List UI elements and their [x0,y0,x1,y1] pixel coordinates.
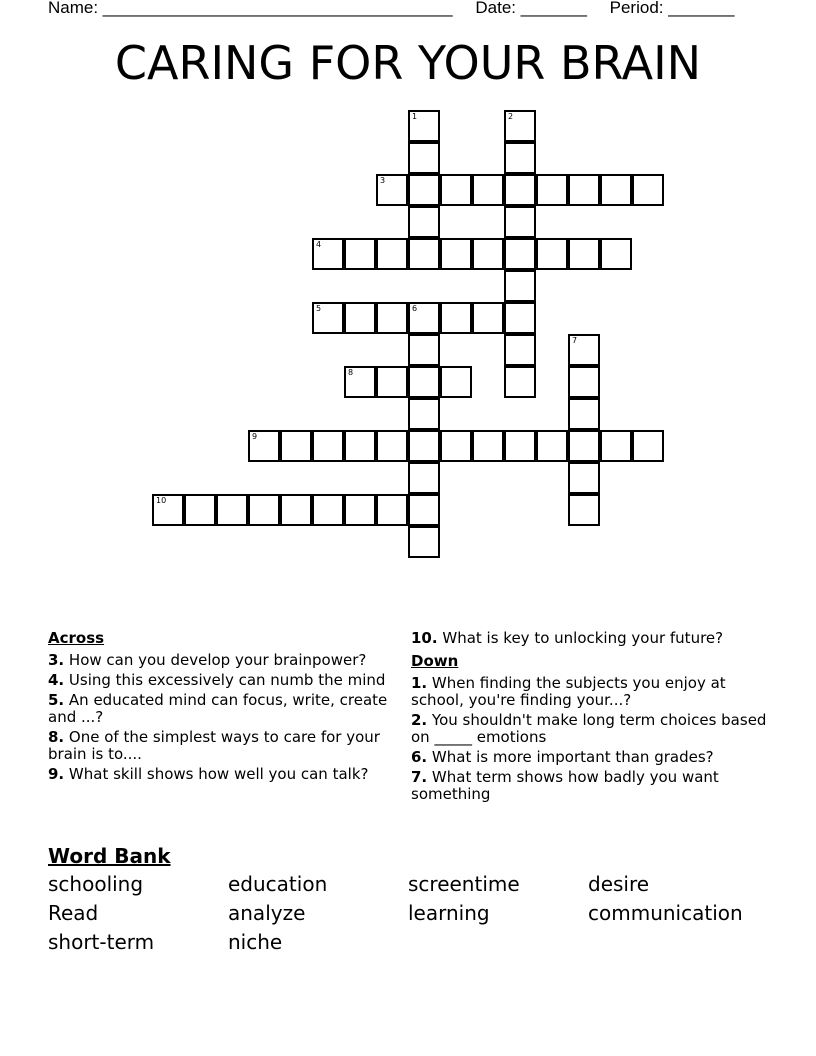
crossword-cell[interactable] [440,302,472,334]
crossword-cell[interactable] [504,206,536,238]
clue-across-3: 3. How can you develop your brainpower? [48,651,367,669]
crossword-cell[interactable] [568,462,600,494]
crossword-cell[interactable] [408,302,440,334]
clue-number: 3 [380,176,386,185]
crossword-cell[interactable] [600,238,632,270]
crossword-cell[interactable] [408,526,440,558]
crossword-cell[interactable] [600,174,632,206]
word-bank-word: Read [48,901,99,925]
word-bank-word: short-term [48,930,155,954]
crossword-cell[interactable] [568,238,600,270]
date-field-label[interactable]: Date: _______ [475,0,587,17]
crossword-cell[interactable] [408,366,440,398]
word-bank-title: Word Bank [48,844,171,868]
crossword-cell[interactable] [408,142,440,174]
clue-number: 9 [252,432,258,441]
crossword-cell[interactable] [376,174,408,206]
crossword-cell[interactable] [280,430,312,462]
crossword-cell[interactable] [440,174,472,206]
word-bank-word: learning [408,901,490,925]
crossword-cell[interactable] [248,494,280,526]
clue-number: 10 [156,496,167,505]
crossword-cell[interactable] [504,238,536,270]
across-heading: Across [48,629,105,647]
crossword-cell[interactable] [408,462,440,494]
crossword-cell[interactable] [504,302,536,334]
crossword-cell[interactable] [408,398,440,430]
crossword-cell[interactable] [600,430,632,462]
crossword-cell[interactable] [312,238,344,270]
crossword-cell[interactable] [536,174,568,206]
crossword-cell[interactable] [472,238,504,270]
word-bank-word: education [228,872,328,896]
crossword-cell[interactable] [408,110,440,142]
crossword-cell[interactable] [376,366,408,398]
word-bank-word: analyze [228,901,306,925]
crossword-cell[interactable] [568,430,600,462]
crossword-cell[interactable] [632,430,664,462]
crossword-cell[interactable] [504,142,536,174]
crossword-cell[interactable] [568,334,600,366]
crossword-cell[interactable] [504,110,536,142]
crossword-cell[interactable] [504,366,536,398]
crossword-cell[interactable] [312,430,344,462]
clue-down-6: 6. What is more important than grades? [411,748,714,766]
crossword-cell[interactable] [344,238,376,270]
crossword-cell[interactable] [312,302,344,334]
clue-across-9: 9. What skill shows how well you can talk? [48,765,369,783]
clue-number: 1 [412,112,418,121]
crossword-cell[interactable] [568,494,600,526]
clue-number: 4 [316,240,322,249]
crossword-cell[interactable] [344,430,376,462]
clue-across-8: 8. One of the simplest ways to care for your brain is to.... [48,728,380,763]
crossword-cell[interactable] [472,174,504,206]
crossword-cell[interactable] [344,366,376,398]
crossword-cell[interactable] [152,494,184,526]
clue-down-7: 7. What term shows how badly you want something [411,768,719,803]
name-field-label[interactable]: Name: _____________________________________ [48,0,453,17]
across-clues [48,630,393,786]
clue-across-5: 5. An educated mind can focus, write, create and ...? [48,691,388,726]
clue-across-10: 10. What is key to unlocking your future? [411,629,724,647]
clue-number: 8 [348,368,354,377]
crossword-cell[interactable] [472,430,504,462]
crossword-cell[interactable] [440,366,472,398]
crossword-cell[interactable] [184,494,216,526]
crossword-cell[interactable] [408,206,440,238]
crossword-cell[interactable] [408,238,440,270]
word-bank-word: screentime [408,872,520,896]
crossword-cell[interactable] [536,430,568,462]
crossword-cell[interactable] [440,430,472,462]
crossword-cell[interactable] [376,430,408,462]
crossword-cell[interactable] [472,302,504,334]
clue-number: 5 [316,304,322,313]
crossword-cell[interactable] [344,494,376,526]
clue-number: 2 [508,112,514,121]
crossword-cell[interactable] [408,174,440,206]
crossword-cell[interactable] [408,494,440,526]
crossword-cell[interactable] [408,334,440,366]
crossword-cell[interactable] [504,430,536,462]
crossword-cell[interactable] [568,398,600,430]
crossword-cell[interactable] [216,494,248,526]
crossword-cell[interactable] [312,494,344,526]
down-heading: Down [411,652,459,670]
puzzle-title: CARING FOR YOUR BRAIN [114,36,702,90]
crossword-cell[interactable] [408,430,440,462]
clue-number: 7 [572,336,578,345]
crossword-cell[interactable] [440,238,472,270]
down-clues [411,630,771,806]
word-bank-word: niche [228,930,283,954]
clue-down-2: 2. You shouldn't make long term choices based on _____ emotions [411,711,767,746]
clue-across-4: 4. Using this excessively can numb the mind [48,671,386,689]
crossword-cell[interactable] [344,302,376,334]
clue-down-1: 1. When finding the subjects you enjoy at school, you're finding your...? [411,674,726,709]
crossword-cell[interactable] [376,494,408,526]
crossword-cell[interactable] [504,334,536,366]
crossword-cell[interactable] [632,174,664,206]
crossword-cell[interactable] [504,270,536,302]
clue-number: 6 [412,304,418,313]
crossword-cell[interactable] [376,238,408,270]
crossword-cell[interactable] [568,174,600,206]
crossword-cell[interactable] [280,494,312,526]
period-field-label[interactable]: Period: _______ [609,0,735,17]
crossword-cell[interactable] [248,430,280,462]
word-bank-word: communication [588,901,743,925]
word-bank-word: desire [588,872,650,896]
word-bank-word: schooling [48,872,144,896]
crossword-cell[interactable] [536,238,568,270]
crossword-cell[interactable] [504,174,536,206]
crossword-cell[interactable] [568,366,600,398]
crossword-cell[interactable] [376,302,408,334]
